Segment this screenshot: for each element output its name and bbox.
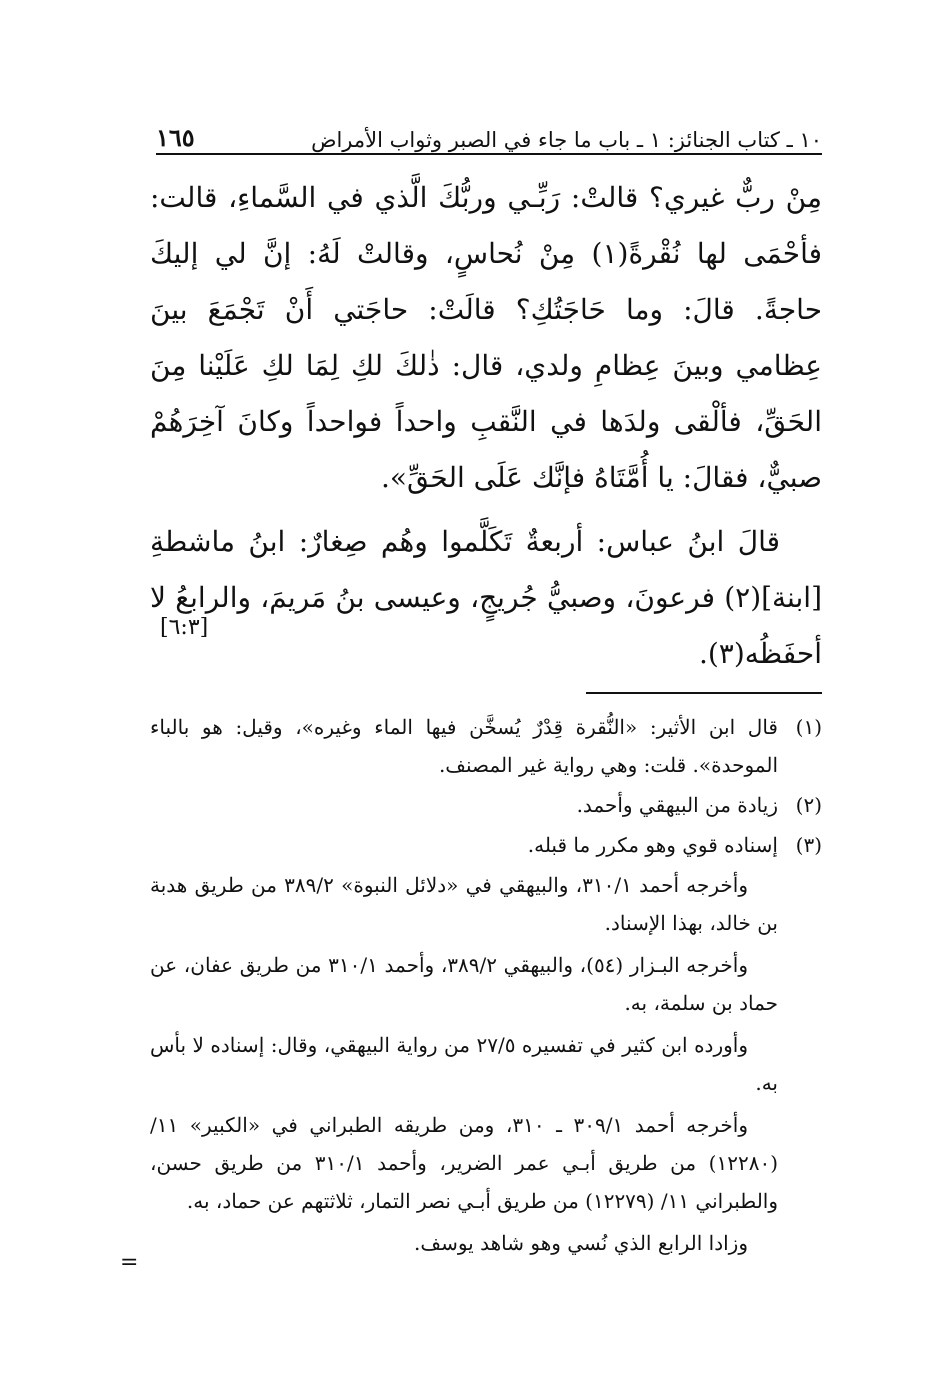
footnote-text: قال ابن الأثير: «النُّقرة قِدْرٌ يُسخَّن فيها الماء وغيره»، وقيل: هو بالباء الموحدة». قلت: وهي رواية غير المصنف. bbox=[150, 715, 778, 777]
footnote-text: إسناده قوي وهو مكرر ما قبله. bbox=[527, 833, 778, 857]
footnote-3-paragraph: وأخرجه أحمد ٣٠٩/١ ـ ٣١٠، ومن طريقه الطبراني في «الكبير» ١١/ (١٢٢٨٠) من طريق أبـي عمر الضرير، وأحمد ٣١٠/١ من طريق حسن، والطبراني ١١/ (١٢٢٧٩) من طريق أبـي نصر التمار، ثلاثتهم عن حماد، به. bbox=[150, 1113, 779, 1213]
footnote-3-paragraph: وأخرجه البـزار (٥٤)، والبيهقي ٣٨٩/٢، وأحمد ٣١٠/١ من طريق عفان، عن حماد بن سلمة، به. bbox=[150, 953, 778, 1015]
continuation-mark: = bbox=[120, 1250, 139, 1275]
footnote-3-paragraph: وزادا الرابع الذي نُسي وهو شاهد يوسف. bbox=[414, 1231, 748, 1255]
footnote-2 bbox=[150, 786, 822, 824]
footnote-3 bbox=[150, 826, 822, 864]
main-paragraph-1: مِنْ ربٌّ غيري؟ قالتْ: رَبِّـي وربُّكَ الَّذي في السَّماءِ، قالت: فأحْمَى لها نُقْرةً(١) مِنْ نُحاسٍ، وقالتْ لَهُ: إنَّ لي إليكَ حاجةً. قالَ: وما حَاجَتُكِ؟ قالَتْ: حاجَتي أَنْ تَجْمَعَ بينَ عِظامي وبينَ عِظامِ ولدي، قال: ذٰلكَ لكِ لِمَا لكِ عَلَيْنا مِنَ الحَقِّ، فألْقى ولدَها في النَّقبِ واحداً فواحداً وكانَ آخِرَهُمْ صبيٌّ، فقالَ: يا أُمَّتَاهُ فإنَّك عَلَى الحَقِّ». bbox=[150, 181, 822, 494]
footnote-separator bbox=[586, 692, 822, 694]
footnote-number: (٣) bbox=[795, 833, 822, 857]
header-rule bbox=[156, 153, 822, 155]
footnote-3-paragraph: وأخرجه أحمد ٣١٠/١، والبيهقي في «دلائل النبوة» ٣٨٩/٢ من طريق هدبة بن خالد، بهذا الإسناد. bbox=[150, 873, 778, 935]
footnotes bbox=[150, 708, 822, 1266]
footnote-number: (١) bbox=[795, 715, 822, 739]
footnote-1 bbox=[150, 708, 822, 784]
running-header bbox=[156, 112, 822, 152]
footnote-3-paragraph: وأورده ابن كثير في تفسيره ٢٧/٥ من رواية البيهقي، وقال: إسناده لا بأس به. bbox=[150, 1033, 778, 1095]
footnote-number: (٢) bbox=[795, 793, 822, 817]
main-text bbox=[150, 170, 822, 682]
chapter-title: ١٠ ـ كتاب الجنائز: ١ ـ باب ما جاء في الصبر وثواب الأمراض bbox=[311, 128, 822, 152]
footnote-text: زيادة من البيهقي وأحمد. bbox=[576, 793, 778, 817]
main-paragraph-2: قالَ ابنُ عباس: أربعةٌ تَكَلَّموا وهُم صِغارٌ: ابنُ ماشطةِ [ابنة](٢) فرعونَ، وصبيُّ جُريجٍ، وعيسى بنُ مَريمَ، والرابعُ لا أحفَظُه(٣). bbox=[150, 525, 822, 670]
page-number: ١٦٥ bbox=[156, 123, 195, 152]
reference-marker: [٦:٣] bbox=[160, 615, 209, 640]
